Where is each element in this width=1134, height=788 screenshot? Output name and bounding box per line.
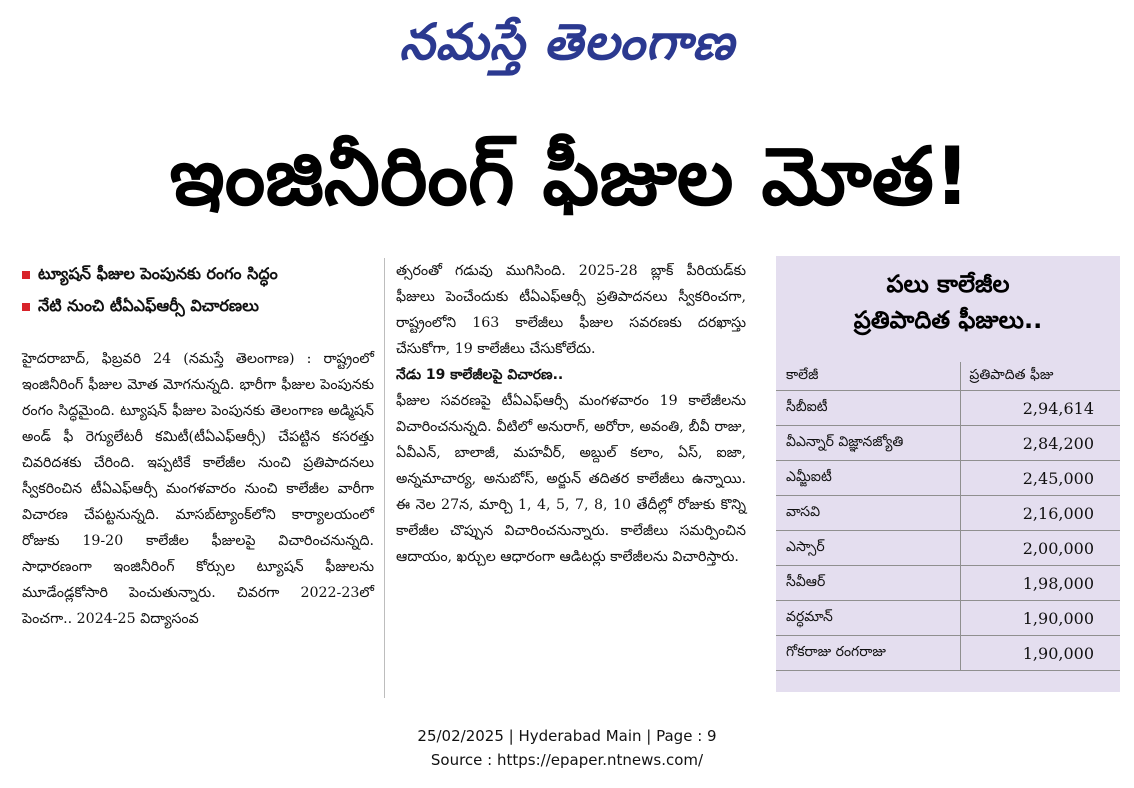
footer-source-link[interactable]: Source : https://epaper.ntnews.com/ [430,751,704,769]
bullet-list [22,258,374,322]
headline: ఇంజినీరింగ్ ఫీజుల మోత! [169,130,971,223]
bullet-item [22,258,374,290]
bullet-item [22,290,374,322]
table-row [776,391,1120,426]
fees-box-title-line1: పలు కాలేజీల [886,270,1010,298]
college-name: ఎస్సార్ [776,531,961,566]
article-paragraph: ఫీజుల సవరణపై టీఏఎఫ్ఆర్సీ మంగళవారం 19 కాలేజీలను విచారించనున్నది. వీటిలో అనురాగ్, అరోరా, అవంతి, బీవీ రాజు, ఏవీఎన్, బాలాజీ, మహవీర్, అబ్దుల్ కలాం, ఏస్, ఐజా, అన్నమాచార్య, అనుబోస్, అర్జున్ తదితర కాలేజీలు ఉన్నాయి. ఈ నెల 27న, మార్చి 1, 4, 5, 7, 8, 10 తేదీల్లో రోజుకు కొన్ని కాలేజీల చొప్పున విచారించనున్నారు. కాలేజీలు సమర్పించిన ఆదాయం, ఖర్చుల ఆధారంగా ఆడిటర్లు కాలేజీలను విచారిస్తారు. [396,393,746,565]
college-name: వీఎన్నార్ విజ్ఞానజ్యోతి [776,426,961,461]
table-row [776,566,1120,601]
fees-box-title-line2: ప్రతిపాదిత ఫీజులు.. [853,306,1043,334]
college-name: సీబీఐటీ [776,391,961,426]
header-college: కాలేజీ [776,362,961,391]
college-fee: 2,84,200 [961,426,1120,461]
college-fee: 2,16,000 [961,496,1120,531]
college-fee: 2,45,000 [961,461,1120,496]
table-row [776,636,1120,671]
article-paragraph: హైదరాబాద్, ఫిబ్రవరి 24 (నమస్తే తెలంగాణ) : రాష్ట్రంలో ఇంజినీరింగ్ ఫీజుల మోత మోగనున్నది. భారీగా ఫీజుల పెంపునకు రంగం సిద్ధమైంది. ట్యూషన్ ఫీజుల పెంపునకు తెలంగాణ అడ్మిషన్ అండ్ ఫీ రెగ్యులేటరీ కమిటీ(టీఏఎఫ్ఆర్సీ) చేపట్టిన కసరత్తు చివరిదశకు చేరింది. ఇప్పటికే కాలేజీల నుంచి ప్రతిపాదనలు స్వీకరించిన టీఏఎఫ్ఆర్సీ మంగళవారం నుంచి కాలేజీల వారీగా విచారణ చేపట్టనున్నది. మాసబ్‌ట్యాంక్‌లోని కార్యాలయంలో రోజుకు 19-20 కాలేజీల ఫీజులపై విచారించనున్నది. సాధారణంగా ఇంజినీరింగ్ కోర్సుల ట్యూషన్ ఫీజులను మూడేండ్లకోసారి పెంచుతున్నారు. చివరగా 2022-23లో పెంచగా.. 2024-25 విద్యాసంవ [22,351,374,627]
college-fee: 1,90,000 [961,636,1120,671]
college-fee: 2,94,614 [961,391,1120,426]
college-name: ఎమ్జీఐటీ [776,461,961,496]
masthead [0,4,1134,80]
college-name: గోకరాజు రంగరాజు [776,636,961,671]
fees-box [776,256,1120,692]
article-paragraph: త్సరంతో గడువు ముగిసింది. 2025-28 బ్లాక్ పీరియడ్‌కు ఫీజులు పెంచేందుకు టీఏఎఫ్ఆర్సీ ప్రతిపాదనలు స్వీకరించగా, రాష్ట్రంలోని 163 కాలేజీలు ఫీజుల సవరణకు దరఖాస్తు చేసుకోగా, 19 కాలేజీలు చేసుకోలేదు. [396,263,746,357]
table-row [776,496,1120,531]
college-fee: 1,98,000 [961,566,1120,601]
bullet-square-icon [22,303,30,311]
college-name: సీవీఆర్ [776,566,961,601]
article-column-1 [22,346,374,632]
article-subhead: నేడు 19 కాలేజీలపై విచారణ.. [396,367,564,383]
column-divider [384,258,385,698]
bullet-square-icon [22,271,30,279]
college-fee: 1,90,000 [961,601,1120,636]
bullet-text: నేటి నుంచి టీఏఎఫ్ఆర్సీ విచారణలు [38,296,259,315]
footer [0,724,1134,772]
table-row [776,461,1120,496]
college-name: వర్ధమాన్ [776,601,961,636]
masthead-logo-text: నమస్తే తెలంగాణ [399,12,735,71]
footer-edition-info: 25/02/2025 | Hyderabad Main | Page : 9 [417,727,717,745]
college-fee: 2,00,000 [961,531,1120,566]
fees-box-title [776,266,1120,338]
college-name: వాసవి [776,496,961,531]
table-row [776,601,1120,636]
article-column-2 [396,258,746,570]
table-row [776,531,1120,566]
fees-table-header [776,362,1120,391]
bullet-text: ట్యూషన్ ఫీజుల పెంపునకు రంగం సిద్ధం [38,264,278,283]
fees-table [776,362,1120,671]
table-row [776,426,1120,461]
header-fee: ప్రతిపాదిత ఫీజు [961,362,1120,391]
